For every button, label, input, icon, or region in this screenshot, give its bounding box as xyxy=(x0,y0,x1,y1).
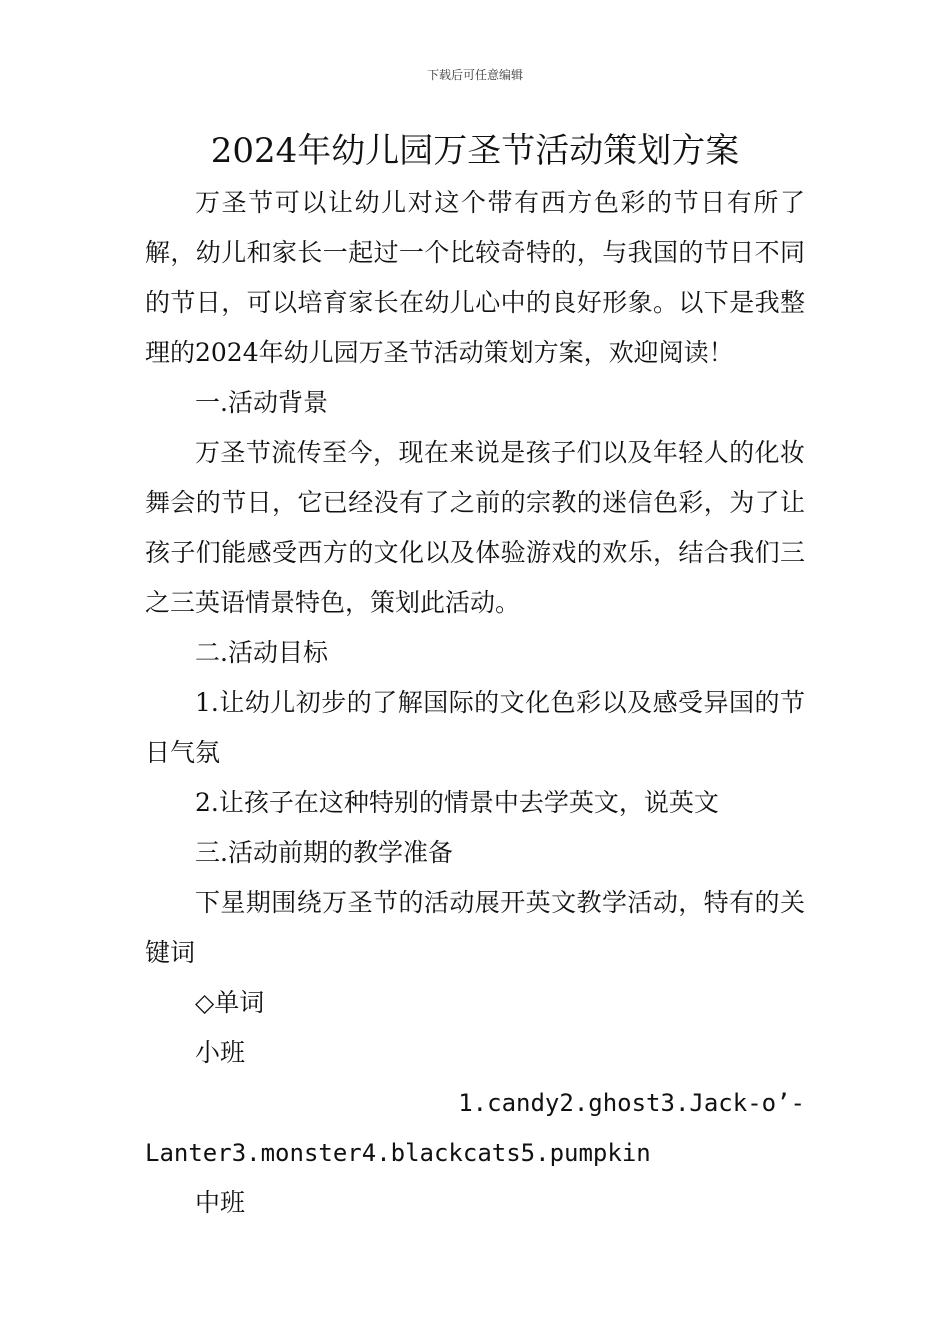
document-title: 2024年幼儿园万圣节活动策划方案 xyxy=(210,131,740,171)
document-body xyxy=(145,178,805,1228)
goal-item-2: 2.让孩子在这种特别的情景中去学英文，说英文 xyxy=(195,788,719,817)
section-heading-preparation: 三.活动前期的教学准备 xyxy=(195,838,453,867)
middle-class-heading: 中班 xyxy=(195,1188,246,1217)
preparation-paragraph: 下星期围绕万圣节的活动展开英文教学活动，特有的关键词 xyxy=(145,888,805,967)
small-class-heading: 小班 xyxy=(195,1038,246,1067)
intro-paragraph: 万圣节可以让幼儿对这个带有西方色彩的节日有所了解，幼儿和家长一起过一个比较奇特的，与我国的节日不同的节日，可以培育家长在幼儿心中的良好形象。以下是我整理的2024年幼儿园万圣节活动策划方案，欢迎阅读！ xyxy=(145,188,805,367)
vocab-line-1: 1.candy2.ghost3.Jack-o’- xyxy=(458,1089,805,1117)
goal-item-1: 1.让幼儿初步的了解国际的文化色彩以及感受异国的节日气氛 xyxy=(145,688,805,767)
section-heading-background: 一.活动背景 xyxy=(195,388,328,417)
background-paragraph: 万圣节流传至今，现在来说是孩子们以及年轻人的化妆舞会的节日，它已经没有了之前的宗教的迷信色彩，为了让孩子们能感受西方的文化以及体验游戏的欢乐，结合我们三之三英语情景特色，策划此活动。 xyxy=(145,438,805,617)
vocab-line-2: Lanter3.monster4.blackcats5.pumpkin xyxy=(145,1139,651,1167)
words-heading: ◇单词 xyxy=(195,988,265,1017)
section-heading-goals: 二.活动目标 xyxy=(195,638,328,667)
header-note: 下载后可任意编辑 xyxy=(426,68,523,82)
